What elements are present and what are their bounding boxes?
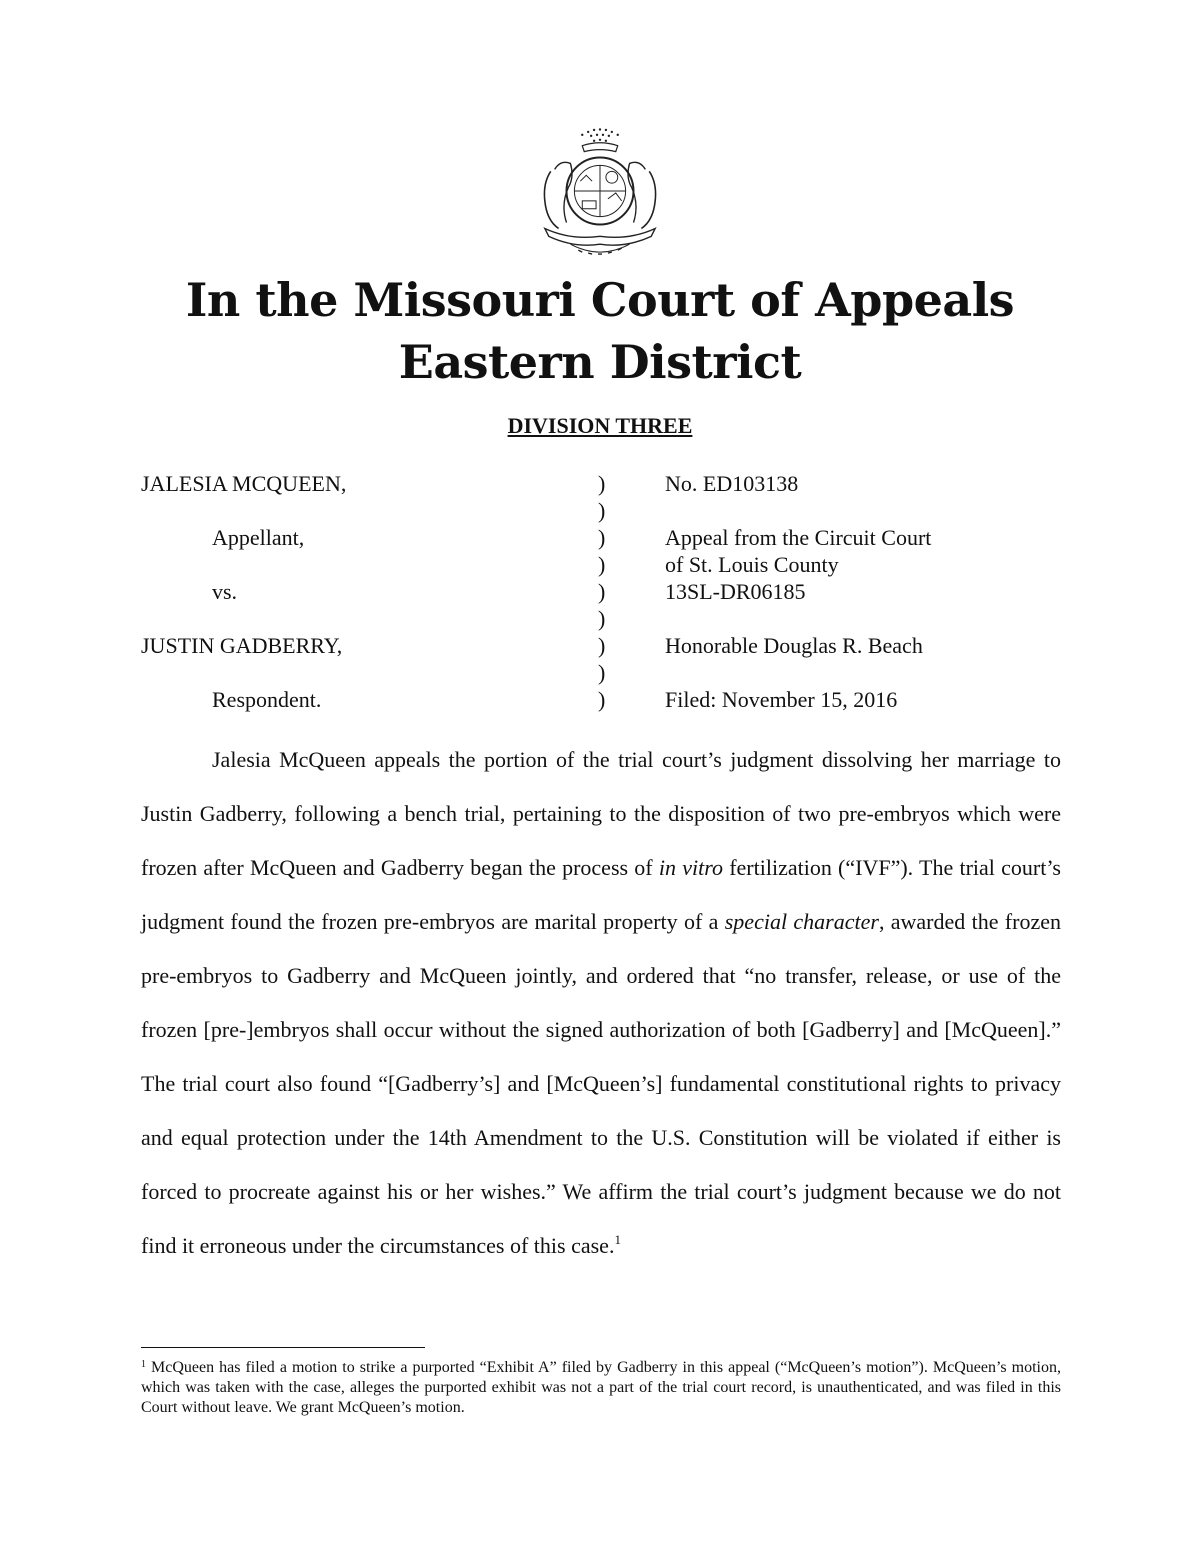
caption-paren: ) bbox=[598, 579, 606, 604]
caption-paren: ) bbox=[598, 525, 606, 550]
trial-case-number: 13SL-DR06185 bbox=[665, 579, 806, 604]
footnote-separator bbox=[141, 1347, 425, 1348]
case-number: No. ED103138 bbox=[665, 471, 799, 496]
versus-label: vs. bbox=[212, 579, 238, 604]
caption-paren: ) bbox=[598, 660, 606, 685]
respondent-role: Respondent. bbox=[212, 687, 322, 712]
footnote-text: McQueen has filed a motion to strike a purported “Exhibit A” filed by Gadberry in this appeal (“McQueen’s motion”). McQueen’s motion, which was taken with the case, alleges the purported exhibit was not a part of the trial court record, is unauthenticated, and was filed in this Court without leave. We grant McQueen’s motion. bbox=[141, 1359, 1061, 1416]
caption-paren: ) bbox=[598, 687, 606, 712]
footnote bbox=[141, 1358, 1061, 1418]
opinion-italic-term: special character bbox=[724, 909, 879, 934]
caption-paren: ) bbox=[598, 471, 606, 496]
caption-paren: ) bbox=[598, 552, 606, 577]
opinion-paragraph bbox=[141, 733, 1061, 1273]
judge-name: Honorable Douglas R. Beach bbox=[665, 633, 923, 658]
footnote-reference: 1 bbox=[614, 1232, 621, 1247]
court-title-line2: Eastern District bbox=[398, 335, 802, 389]
appeal-from-county: of St. Louis County bbox=[665, 552, 839, 577]
appellant-name: JALESIA MCQUEEN, bbox=[141, 471, 347, 496]
caption-paren: ) bbox=[598, 606, 606, 631]
division-heading: DIVISION THREE bbox=[507, 413, 693, 438]
opinion-text: Jalesia McQueen appeals the portion of the trial court’s judgment dissolving her marriage to Justin Gadberry, following a bench trial, pertaining to the disposition of two pre-embryos which were frozen after McQueen and Gadberry began the process of bbox=[141, 747, 1061, 880]
opinion-italic-term: in vitro bbox=[658, 855, 723, 880]
filed-date: Filed: November 15, 2016 bbox=[665, 687, 898, 712]
opinion-text: , awarded the frozen pre-embryos to Gadberry and McQueen jointly, and ordered that “no transfer, release, or use of the frozen [pre-]embryos shall occur without the signed authorization of both [Gadberry] and [McQueen].” The trial court also found “[Gadberry’s] and [McQueen’s] fundamental constitutional rights to privacy and equal protection under the 14th Amendment to the U.S. Constitution will be violated if either is forced to procreate against his or her wishes.” We affirm the trial court’s judgment because we do not find it erroneous under the circumstances of this case. bbox=[141, 909, 1061, 1258]
footnote-marker: 1 bbox=[141, 1359, 146, 1370]
opinion-text: fertilization (“IVF”). The trial court’s judgment found the frozen pre-embryos are marital property of a bbox=[141, 855, 1061, 934]
court-title-line1: In the Missouri Court of Appeals bbox=[185, 273, 1015, 327]
caption-paren: ) bbox=[598, 498, 606, 523]
caption-paren: ) bbox=[598, 633, 606, 658]
appellant-role: Appellant, bbox=[212, 525, 305, 550]
appeal-from-court: Appeal from the Circuit Court bbox=[665, 525, 932, 550]
respondent-name: JUSTIN GADBERRY, bbox=[141, 633, 343, 658]
missouri-state-seal bbox=[531, 126, 669, 260]
